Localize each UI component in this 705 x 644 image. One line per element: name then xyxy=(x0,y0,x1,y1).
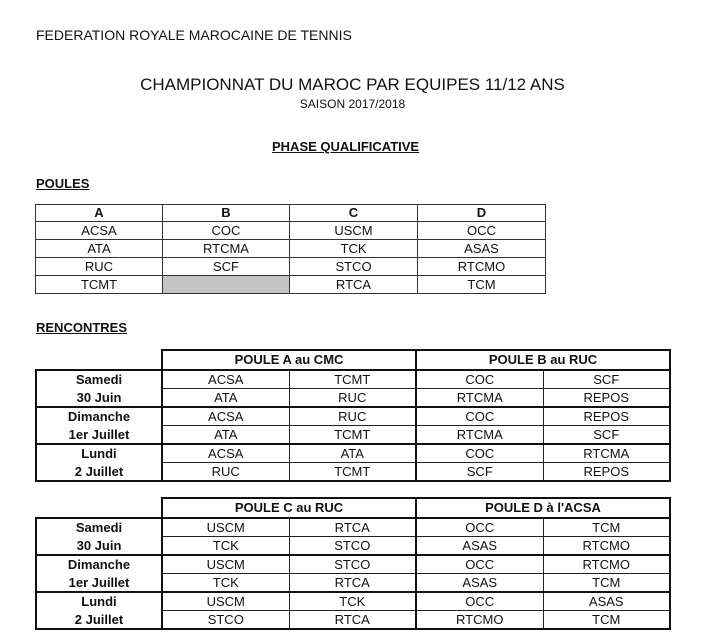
match-team: COC xyxy=(416,407,543,426)
poule-a-title: POULE A au CMC xyxy=(162,350,416,370)
poule-cell: RTCA xyxy=(290,276,418,294)
poule-cell: COC xyxy=(163,222,290,240)
match-team: OCC xyxy=(416,555,543,574)
day-name: Samedi xyxy=(36,518,162,537)
match-row xyxy=(36,574,670,593)
match-team: USCM xyxy=(162,555,289,574)
match-team: COC xyxy=(416,444,543,463)
match-team: RTCMO xyxy=(543,555,670,574)
match-row xyxy=(36,370,670,389)
match-team: TCMT xyxy=(289,370,416,389)
poule-cell: SCF xyxy=(163,258,290,276)
match-team: SCF xyxy=(543,370,670,389)
match-team: ACSA xyxy=(162,444,289,463)
empty-corner xyxy=(36,498,162,518)
match-row xyxy=(36,426,670,445)
match-team: OCC xyxy=(416,592,543,611)
poules-row xyxy=(36,222,546,240)
match-team: ATA xyxy=(162,426,289,445)
poule-c-header: C xyxy=(290,205,418,222)
day-date: 2 Juillet xyxy=(36,463,162,482)
phase-heading: PHASE QUALIFICATIVE xyxy=(272,139,420,154)
match-team: ACSA xyxy=(162,407,289,426)
day-name: Dimanche xyxy=(36,555,162,574)
poule-b-header: B xyxy=(163,205,290,222)
match-team: STCO xyxy=(289,537,416,556)
match-row xyxy=(36,463,670,482)
match-team: TCK xyxy=(162,537,289,556)
match-team: REPOS xyxy=(543,407,670,426)
match-team: RUC xyxy=(162,463,289,482)
match-row xyxy=(36,444,670,463)
match-team: RTCMA xyxy=(416,389,543,408)
day-name: Lundi xyxy=(36,444,162,463)
match-team: TCM xyxy=(543,574,670,593)
match-row xyxy=(36,518,670,537)
match-team: TCMT xyxy=(289,426,416,445)
poules-heading: POULES xyxy=(36,176,90,191)
poule-cell: TCM xyxy=(418,276,546,294)
poule-cell: TCMT xyxy=(36,276,163,294)
match-team: STCO xyxy=(162,611,289,630)
rencontres-table-cd xyxy=(35,497,671,630)
poules-row xyxy=(36,240,546,258)
match-team: USCM xyxy=(162,592,289,611)
match-row xyxy=(36,389,670,408)
poule-d-title: POULE D à l'ACSA xyxy=(416,498,670,518)
poule-cell: ATA xyxy=(36,240,163,258)
season-label: SAISON 2017/2018 xyxy=(299,97,406,111)
empty-corner xyxy=(36,350,162,370)
match-row xyxy=(36,592,670,611)
match-team: RTCMA xyxy=(543,444,670,463)
poule-cell: OCC xyxy=(418,222,546,240)
match-team: ACSA xyxy=(162,370,289,389)
rencontres-header-row xyxy=(36,498,670,518)
poule-cell: STCO xyxy=(290,258,418,276)
match-row xyxy=(36,555,670,574)
match-team: OCC xyxy=(416,518,543,537)
match-team: RTCA xyxy=(289,574,416,593)
match-team: RTCA xyxy=(289,518,416,537)
poule-d-header: D xyxy=(418,205,546,222)
poule-cell: USCM xyxy=(290,222,418,240)
rencontres-heading: RENCONTRES xyxy=(36,320,128,335)
match-team: TCK xyxy=(162,574,289,593)
match-team: COC xyxy=(416,370,543,389)
match-team: RUC xyxy=(289,389,416,408)
match-team: RTCA xyxy=(289,611,416,630)
match-team: ATA xyxy=(289,444,416,463)
day-date: 30 Juin xyxy=(36,389,162,408)
match-team: RTCMO xyxy=(416,611,543,630)
poule-b-title: POULE B au RUC xyxy=(416,350,670,370)
day-date: 2 Juillet xyxy=(36,611,162,630)
poule-cell: RTCMO xyxy=(418,258,546,276)
match-team: SCF xyxy=(416,463,543,482)
poule-cell-empty xyxy=(163,276,290,294)
match-team: ASAS xyxy=(416,574,543,593)
match-team: TCM xyxy=(543,518,670,537)
poule-cell: RTCMA xyxy=(163,240,290,258)
poules-header-row xyxy=(36,205,546,222)
page-title: CHAMPIONNAT DU MAROC PAR EQUIPES 11/12 ANS xyxy=(140,75,565,94)
poules-row xyxy=(36,276,546,294)
poules-table xyxy=(35,204,546,294)
poule-a-header: A xyxy=(36,205,163,222)
rencontres-table-ab xyxy=(35,349,671,482)
match-team: ASAS xyxy=(416,537,543,556)
day-name: Samedi xyxy=(36,370,162,389)
match-team: ASAS xyxy=(543,592,670,611)
poule-cell: ASAS xyxy=(418,240,546,258)
day-name: Lundi xyxy=(36,592,162,611)
match-team: TCMT xyxy=(289,463,416,482)
poule-cell: TCK xyxy=(290,240,418,258)
match-row xyxy=(36,611,670,630)
match-team: USCM xyxy=(162,518,289,537)
poule-c-title: POULE C au RUC xyxy=(162,498,416,518)
poule-cell: ACSA xyxy=(36,222,163,240)
match-team: SCF xyxy=(543,426,670,445)
day-date: 30 Juin xyxy=(36,537,162,556)
match-team: RTCMO xyxy=(543,537,670,556)
rencontres-header-row xyxy=(36,350,670,370)
match-team: REPOS xyxy=(543,389,670,408)
match-team: ATA xyxy=(162,389,289,408)
match-row xyxy=(36,537,670,556)
day-date: 1er Juillet xyxy=(36,574,162,593)
poules-row xyxy=(36,258,546,276)
match-team: TCK xyxy=(289,592,416,611)
match-row xyxy=(36,407,670,426)
match-team: STCO xyxy=(289,555,416,574)
day-date: 1er Juillet xyxy=(36,426,162,445)
match-team: RTCMA xyxy=(416,426,543,445)
organization-name: FEDERATION ROYALE MAROCAINE DE TENNIS xyxy=(36,27,352,43)
match-team: REPOS xyxy=(543,463,670,482)
day-name: Dimanche xyxy=(36,407,162,426)
match-team: RUC xyxy=(289,407,416,426)
match-team: TCM xyxy=(543,611,670,630)
poule-cell: RUC xyxy=(36,258,163,276)
